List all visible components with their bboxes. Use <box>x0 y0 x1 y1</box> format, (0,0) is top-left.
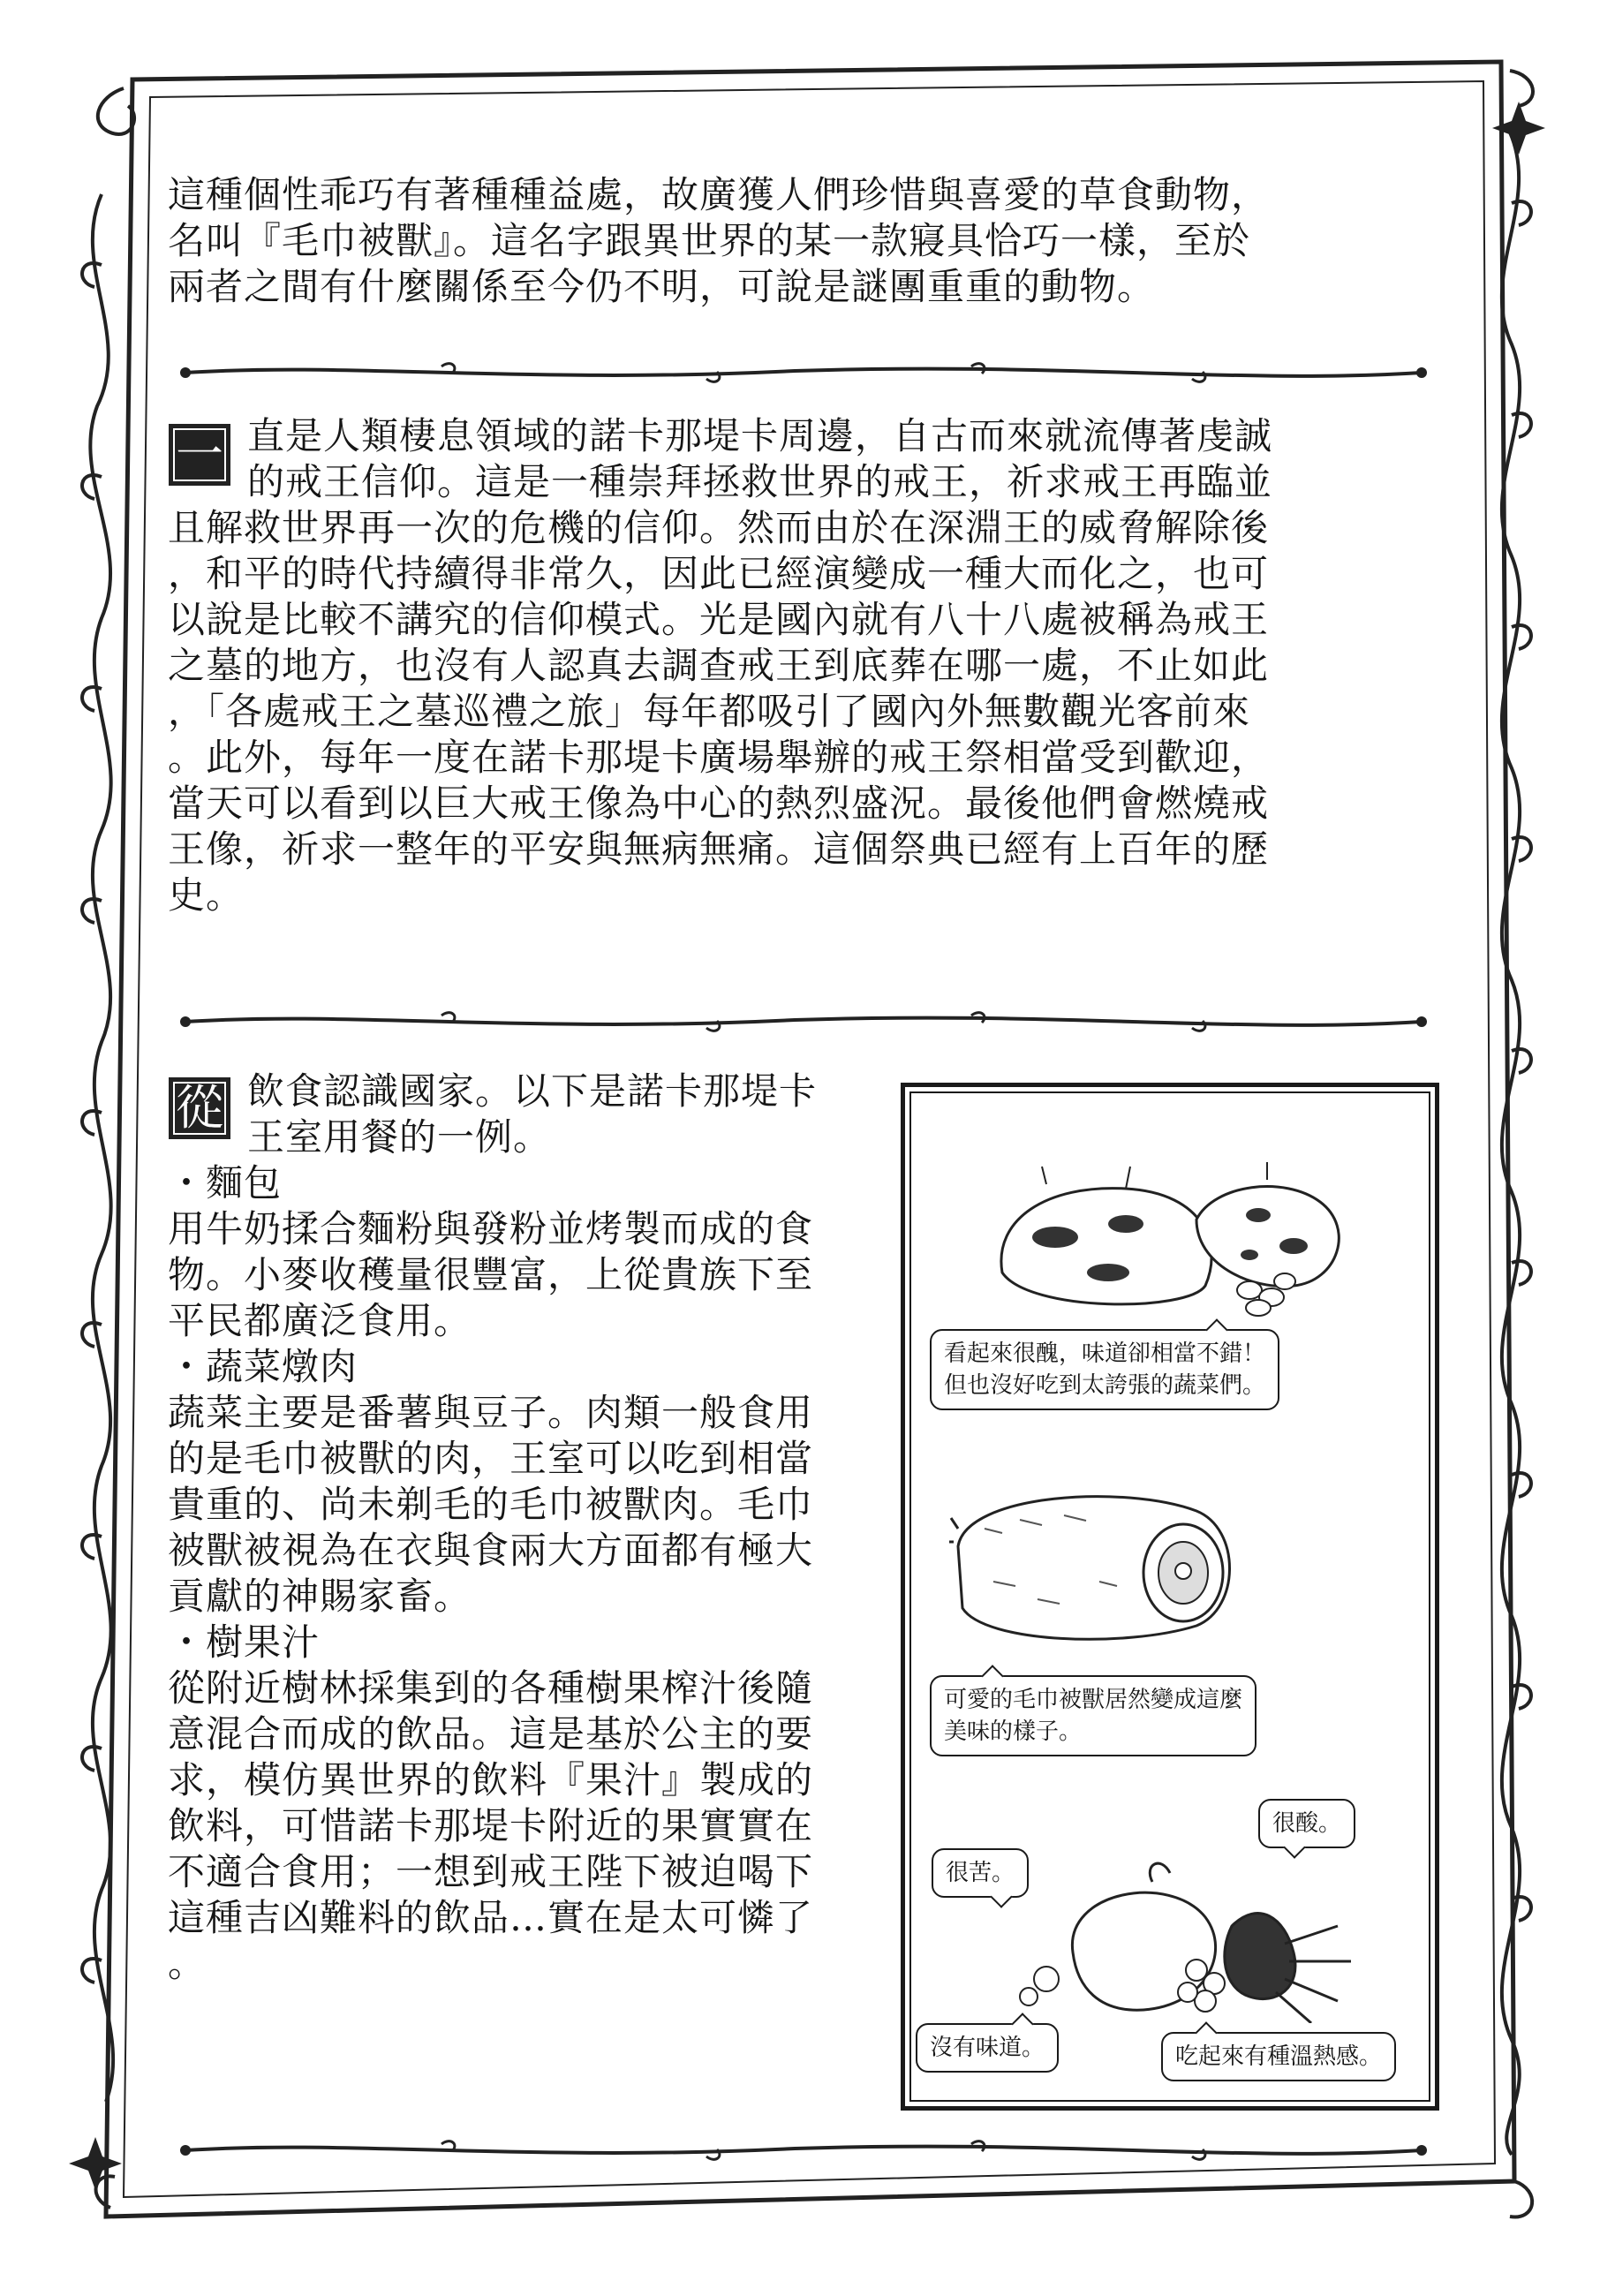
text-line: ，和平的時代持續得非常久，因此已經演變成一種大而化之，也可 <box>168 552 1270 595</box>
vegetables-illustration <box>993 1140 1373 1317</box>
text-line: 。此外，每年一度在諾卡那堤卡廣場舉辦的戒王祭相當受到歡迎， <box>168 736 1270 779</box>
ornamental-divider <box>177 358 1430 388</box>
text-line: 的戒王信仰。這是一種崇拜拯救世界的戒王，祈求戒王再臨並 <box>247 460 1273 503</box>
text-line: ，「各處戒王之墓巡禮之旅」每年都吸引了國內外無數觀光客前來 <box>168 690 1251 733</box>
drop-cap: 從 <box>169 1077 230 1139</box>
list-heading-bread: ・麵包 <box>168 1161 283 1205</box>
bitter-speech-bubble: 很苦。 <box>932 1848 1029 1898</box>
intro-paragraph <box>168 172 1430 310</box>
text-line: 用牛奶揉合麵粉與發粉並烤製而成的食 <box>168 1207 814 1250</box>
text-line: 以說是比較不講究的信仰模式。光是國內就有八十八處被稱為戒王 <box>168 598 1270 641</box>
meat-illustration <box>949 1476 1249 1652</box>
bubble-text: 但也沒好吃到太誇張的蔬菜們。 <box>944 1372 1266 1399</box>
text-line: 不適合食用；一想到戒王陛下被迫喝下 <box>168 1850 814 1893</box>
text-line: 兩者之間有什麼關係至今仍不明，可說是謎團重重的動物。 <box>168 265 1156 308</box>
text-line: 平民都廣泛食用。 <box>168 1299 472 1342</box>
list-heading-juice: ・樹果汁 <box>168 1620 321 1664</box>
bland-speech-bubble: 沒有味道。 <box>916 2023 1059 2073</box>
text-line: 貴重的、尚未剃毛的毛巾被獸肉。毛巾 <box>168 1483 814 1526</box>
text-line: 這種吉凶難料的飲品…實在是太可憐了 <box>168 1896 814 1939</box>
text-line: 史。 <box>168 873 245 917</box>
text-line: 當天可以看到以巨大戒王像為中心的熱烈盛況。最後他們會燃燒戒 <box>168 782 1270 825</box>
text-line: 飲食認識國家。以下是諾卡那堤卡 <box>247 1069 818 1113</box>
text-line: 飲料，可惜諾卡那堤卡附近的果實實在 <box>168 1804 814 1847</box>
warm-speech-bubble: 吃起來有種溫熱感。 <box>1161 2032 1396 2081</box>
sour-speech-bubble: 很酸。 <box>1258 1799 1355 1848</box>
food-paragraph <box>168 1069 901 1987</box>
text-line: 這種個性乖巧有著種種益處，故廣獲人們珍惜與喜愛的草食動物， <box>168 173 1270 216</box>
fruits-illustration <box>993 1855 1364 2023</box>
text-line: 的是毛巾被獸的肉，王室可以吃到相當 <box>168 1437 814 1480</box>
text-line: 被獸被視為在衣與食兩大方面都有極大 <box>168 1529 814 1572</box>
ornamental-divider <box>177 2135 1430 2165</box>
text-line: 貢獻的神賜家畜。 <box>168 1575 472 1618</box>
text-line: 之墓的地方，也沒有人認真去調查戒王到底葬在哪一處，不止如此 <box>168 644 1270 687</box>
text-line: 直是人類棲息領域的諾卡那堤卡周邊，自古而來就流傳著虔誠 <box>247 414 1273 457</box>
food-illustration-panel <box>901 1083 1439 2111</box>
meat-speech-bubble <box>930 1675 1257 1756</box>
text-line: 意混合而成的飲品。這是基於公主的要 <box>168 1712 814 1756</box>
text-line: 名叫『毛巾被獸』。這名字跟異世界的某一款寢具恰巧一樣，至於 <box>168 219 1251 262</box>
text-line: 求，模仿異世界的飲料『果汁』製成的 <box>168 1758 814 1801</box>
bubble-text: 看起來很醜，味道卻相當不錯！ <box>944 1341 1266 1367</box>
text-line: 。 <box>168 1942 207 1985</box>
text-line: 物。小麥收穫量很豐富，上從貴族下至 <box>168 1253 814 1296</box>
text-line: 蔬菜主要是番薯與豆子。肉類一般食用 <box>168 1391 814 1434</box>
left-vine-ornament <box>82 194 113 2102</box>
text-line: 從附近樹林採集到的各種樹果榨汁後隨 <box>168 1666 814 1710</box>
text-line: 王像，祈求一整年的平安與無病無痛。這個祭典已經有上百年的歷 <box>168 827 1270 871</box>
belief-paragraph <box>168 413 1430 918</box>
text-line: 且解救世界再一次的危機的信仰。然而由於在深淵王的威脅解除後 <box>168 506 1270 549</box>
drop-cap: 一 <box>169 424 230 486</box>
vegetables-speech-bubble <box>930 1329 1279 1410</box>
text-line: 王室用餐的一例。 <box>247 1115 552 1159</box>
bubble-text: 可愛的毛巾被獸居然變成這麼 <box>944 1687 1243 1713</box>
bubble-text: 美味的樣子。 <box>944 1718 1083 1745</box>
star-ornament-bottom-left <box>69 2137 122 2190</box>
ornamental-divider <box>177 1007 1430 1037</box>
list-heading-stew: ・蔬菜燉肉 <box>168 1345 358 1388</box>
